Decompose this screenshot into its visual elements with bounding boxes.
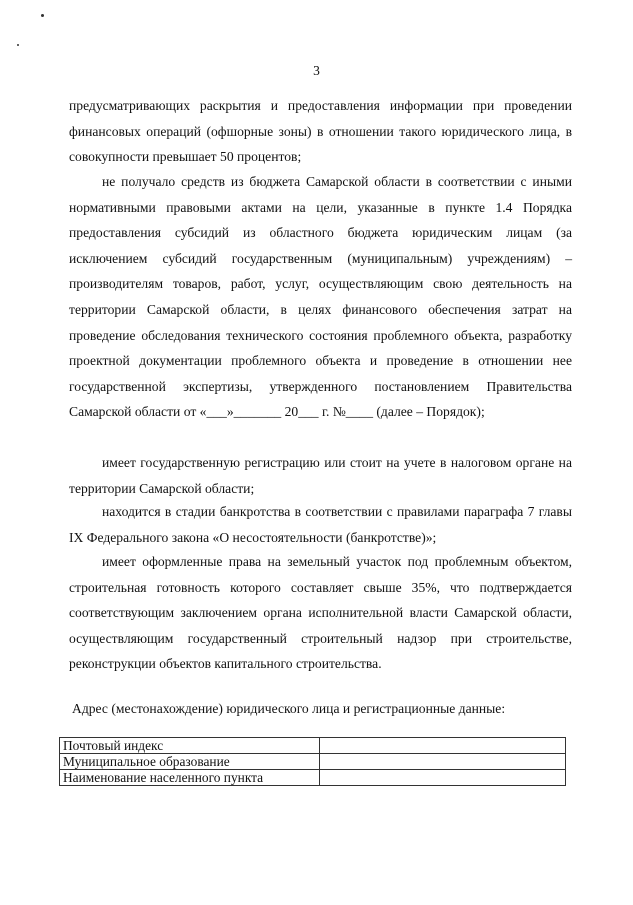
table-row (60, 754, 566, 770)
paragraph-bankruptcy: находится в стадии банкротства в соответствии с правилами параграфа 7 главы IX Федерального закона «О несостоятельности (банкротстве)»; (69, 504, 572, 545)
table-label-cell: Наименование населенного пункта (60, 770, 320, 786)
table-value-cell (320, 738, 566, 754)
table-label-cell: Почтовый индекс (60, 738, 320, 754)
table-label-cell: Муниципальное образование (60, 754, 320, 770)
table-value-cell (320, 770, 566, 786)
address-heading: Адрес (местонахождение) юридического лица и регистрационные данные: (72, 701, 506, 716)
table-row (60, 738, 566, 754)
table-value-cell (320, 754, 566, 770)
table-row (60, 770, 566, 786)
paragraph-no-budget-funds: не получало средств из бюджета Самарской области в соответствии с иными нормативными правовыми актами на цели, указанные в пункте 1.4 Порядка предоставления субсидий из областного бюджета юридическим лицам (за исключением субсидий государственным (муниципальным) учреждениям) – производителям товаров, работ, услуг, осуществляющим свою деятельность на территории Самарской области, в целях финансового обеспечения затрат на проведение обследования технического состояния проблемного объекта, разработку проектной документации проблемного объекта и проведение в отношении нее государственной экспертизы, утвержденного постановлением Правительства Самарской области от «___»_______ 20___ г. №____ (далее – Порядок); (69, 174, 572, 420)
scan-speck (41, 14, 44, 17)
scan-speck (17, 44, 19, 46)
paragraph-state-registration: имеет государственную регистрацию или стоит на учете в налоговом органе на территории Самарской области; (69, 455, 572, 496)
paragraph-offshore: предусматривающих раскрытия и предоставления информации при проведении финансовых операций (офшорные зоны) в отношении такого юридического лица, в совокупности превышает 50 процентов; (69, 98, 572, 165)
page-number: 3 (313, 63, 320, 78)
paragraph-land-rights: имеет оформленные права на земельный участок под проблемным объектом, строительная готовность которого составляет свыше 35%, что подтверждается соответствующим заключением органа исполнительной власти Самарской области, осуществляющим государственный строительный надзор при строительстве, реконструкции объектов капитального строительства. (69, 554, 572, 672)
registration-table (59, 737, 566, 786)
